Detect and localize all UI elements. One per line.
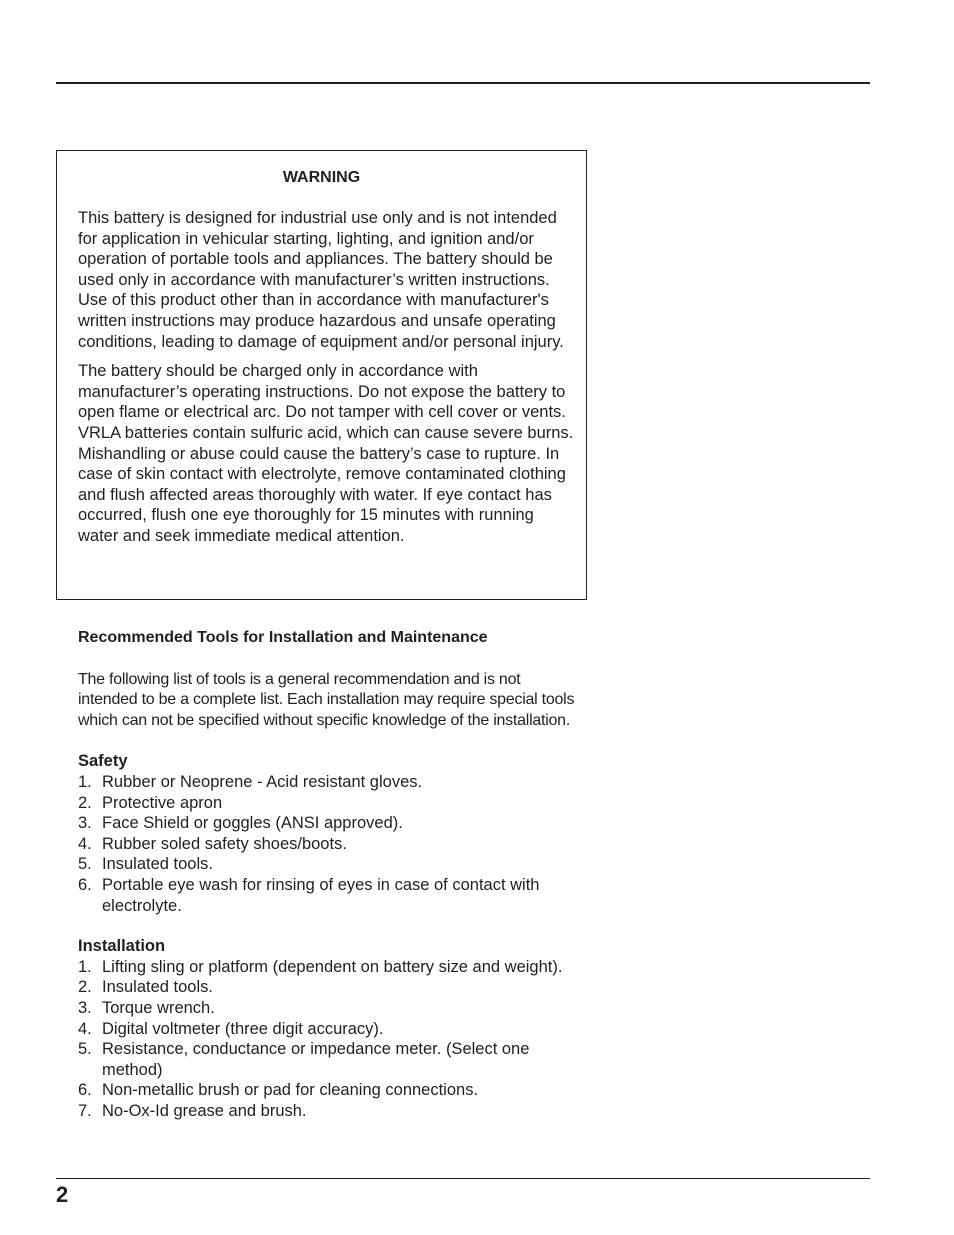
list-number: 6.	[78, 1081, 92, 1100]
installation-heading: Installation	[78, 937, 166, 956]
header-rule	[56, 82, 870, 84]
safety-list	[78, 772, 578, 916]
installation-list	[78, 957, 578, 1122]
list-item	[78, 875, 578, 916]
list-text: Torque wrench.	[102, 998, 215, 1017]
list-item	[78, 1039, 578, 1080]
list-number: 1.	[78, 772, 92, 791]
list-item	[78, 1101, 578, 1122]
list-number: 5.	[78, 855, 92, 874]
list-text: Digital voltmeter (three digit accuracy).	[102, 1019, 384, 1038]
list-number: 3.	[78, 814, 92, 833]
list-text: Rubber soled safety shoes/boots.	[102, 834, 347, 853]
list-item	[78, 1080, 578, 1101]
page-number: 2	[56, 1182, 69, 1207]
list-item	[78, 772, 578, 793]
intro-paragraph: The following list of tools is a general recommendation and is not intended to be a complete list. Each installation may require special tools which can not be specified without specific knowledge of the installation.	[78, 670, 575, 729]
safety-heading: Safety	[78, 752, 128, 771]
warning-box	[56, 150, 587, 600]
list-number: 6.	[78, 875, 92, 894]
list-item	[78, 957, 578, 978]
list-number: 1.	[78, 957, 92, 976]
list-number: 2.	[78, 978, 92, 997]
section-heading: Recommended Tools for Installation and Maintenance	[78, 629, 488, 646]
list-number: 7.	[78, 1101, 92, 1120]
list-item	[78, 998, 578, 1019]
list-text: No-Ox-Id grease and brush.	[102, 1101, 307, 1120]
warning-body	[78, 208, 578, 547]
list-text: Insulated tools.	[102, 978, 213, 997]
list-text: Protective apron	[102, 793, 223, 812]
list-text: Insulated tools.	[102, 855, 213, 874]
list-text: Face Shield or goggles (ANSI approved).	[102, 814, 403, 833]
list-item	[78, 834, 578, 855]
list-item	[78, 977, 578, 998]
warning-paragraph: This battery is designed for industrial use only and is not intended for application in vehicular starting, lighting, and ignition and/or operation of portable tools and appliances. The battery should be used only in accordance with manufacturer’s written instructions. Use of this product other than in accordance with manufacturer's written instructions may produce hazardous and unsafe operating conditions, leading to damage of equipment and/or personal injury.	[78, 209, 564, 351]
list-item	[78, 854, 578, 875]
list-item	[78, 1019, 578, 1040]
list-number: 3.	[78, 998, 92, 1017]
list-number: 5.	[78, 1040, 92, 1059]
list-text: Non-metallic brush or pad for cleaning connections.	[102, 1081, 479, 1100]
list-item	[78, 813, 578, 834]
tools-section	[78, 628, 578, 1121]
footer-rule	[56, 1178, 870, 1179]
warning-paragraph: The battery should be charged only in accordance with manufacturer’s operating instructions. Do not expose the battery to open flame or electrical arc. Do not tamper with cell cover or vents. VRLA batteries contain sulfuric acid, which can cause severe burns. Mishandling or abuse could cause the battery’s case to rupture. In case of skin contact with electrolyte, remove contaminated clothing and flush affected areas thoroughly with water. If eye contact has occurred, flush one eye thoroughly for 15 minutes with running water and seek immediate medical attention.	[78, 362, 574, 545]
list-text: Rubber or Neoprene - Acid resistant gloves.	[102, 772, 423, 791]
list-item	[78, 793, 578, 814]
warning-title: WARNING	[282, 169, 361, 186]
list-text: Lifting sling or platform (dependent on battery size and weight).	[102, 957, 563, 976]
list-text: Portable eye wash for rinsing of eyes in case of contact with electrolyte.	[102, 875, 540, 915]
list-number: 2.	[78, 793, 92, 812]
list-text: Resistance, conductance or impedance meter. (Select one method)	[102, 1040, 530, 1079]
list-number: 4.	[78, 1019, 92, 1038]
list-number: 4.	[78, 834, 92, 853]
